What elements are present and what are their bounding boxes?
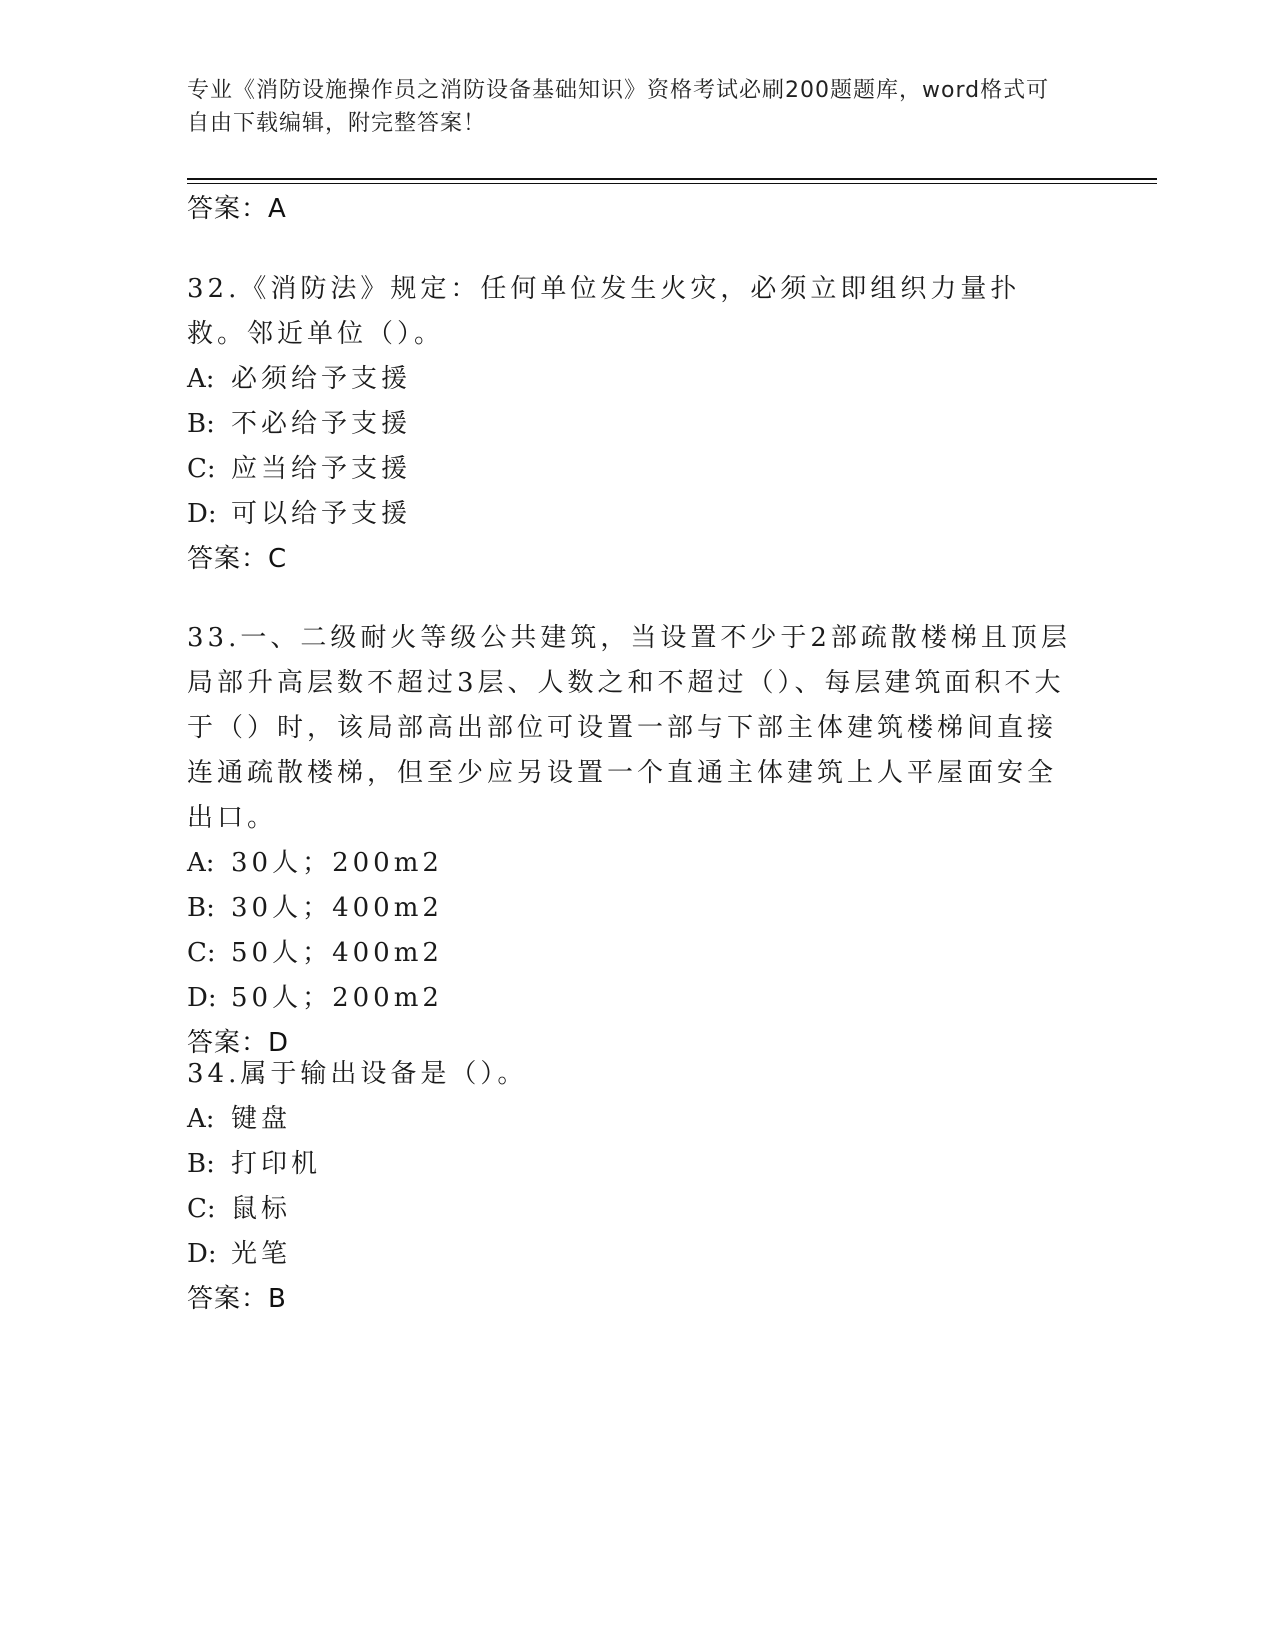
option-a — [187, 1097, 1087, 1142]
option-text: 必须给予支援 — [231, 364, 412, 394]
answer-line: 答案：D — [187, 1028, 290, 1058]
option-a — [187, 357, 1087, 402]
option-text: 50人；200m2 — [231, 983, 443, 1013]
option-text: 不必给予支援 — [231, 409, 412, 439]
option-label: C: — [187, 454, 216, 484]
document-header: 专业《消防设施操作员之消防设备基础知识》资格考试必刷200题题库，word格式可自由下载编辑，附完整答案！ — [187, 78, 1050, 136]
option-b — [187, 402, 1087, 447]
option-label: C: — [187, 938, 216, 968]
previous-answer: 答案：A — [187, 194, 287, 224]
question-text: 34.属于输出设备是（）。 — [187, 1059, 528, 1089]
option-label: D: — [187, 1239, 217, 1269]
option-text: 50人；400m2 — [231, 938, 443, 968]
question-text: 32.《消防法》规定：任何单位发生火灾，必须立即组织力量扑救。邻近单位（）。 — [187, 274, 1021, 349]
option-text: 打印机 — [231, 1149, 322, 1179]
option-label: B: — [187, 893, 215, 923]
option-c — [187, 447, 1087, 492]
option-d — [187, 492, 1087, 537]
option-label: A: — [187, 364, 215, 394]
header-rule-thin — [187, 183, 1157, 184]
option-a — [187, 841, 1087, 886]
option-label: D: — [187, 983, 217, 1013]
question-34 — [187, 1052, 1087, 1322]
answer-line: 答案：C — [187, 544, 288, 574]
answer-line: 答案：B — [187, 1284, 287, 1314]
option-c — [187, 1187, 1087, 1232]
option-text: 30人；200m2 — [231, 848, 443, 878]
option-text: 键盘 — [231, 1104, 292, 1134]
option-label: B: — [187, 1149, 215, 1179]
question-33 — [187, 616, 1087, 1066]
option-b — [187, 1142, 1087, 1187]
option-d — [187, 1232, 1087, 1277]
option-d — [187, 976, 1087, 1021]
option-label: A: — [187, 848, 215, 878]
question-32 — [187, 267, 1087, 582]
option-label: C: — [187, 1194, 216, 1224]
option-text: 光笔 — [231, 1239, 292, 1269]
option-label: D: — [187, 499, 217, 529]
option-b — [187, 886, 1087, 931]
option-text: 应当给予支援 — [231, 454, 412, 484]
header-rule-thick — [187, 178, 1157, 180]
question-text: 33.一、二级耐火等级公共建筑，当设置不少于2部疏散楼梯且顶层局部升高层数不超过3层、人数之和不超过（）、每层建筑面积不大于（）时，该局部高出部位可设置一部与下部主体建筑楼梯间直接连通疏散楼梯，但至少应另设置一个直通主体建筑上人平屋面安全出口。 — [187, 623, 1071, 833]
option-label: B: — [187, 409, 215, 439]
option-label: A: — [187, 1104, 215, 1134]
option-text: 鼠标 — [231, 1194, 292, 1224]
option-text: 可以给予支援 — [231, 499, 412, 529]
option-text: 30人；400m2 — [231, 893, 443, 923]
option-c — [187, 931, 1087, 976]
